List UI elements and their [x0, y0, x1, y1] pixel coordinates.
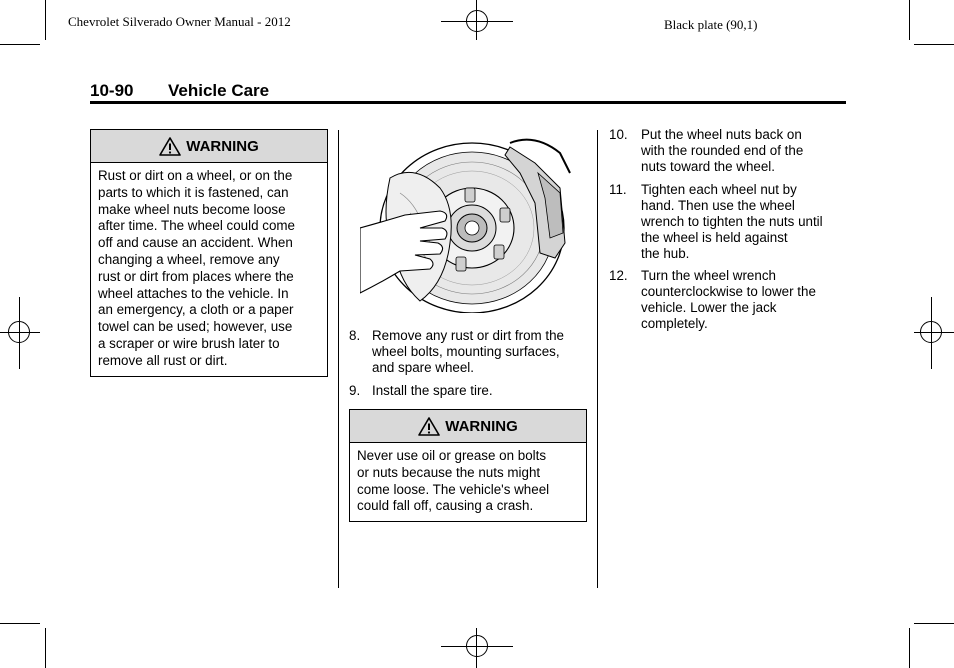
step-12	[609, 268, 849, 334]
warning-text	[350, 443, 586, 521]
warning-line: an emergency, a cloth or a paper	[98, 302, 294, 318]
warning-line: make wheel nuts become loose	[98, 201, 286, 217]
step-line: Tighten each wheel nut by	[641, 182, 797, 197]
warning-line: off and cause an accident. When	[98, 235, 293, 251]
step-text	[372, 383, 493, 399]
step-line: the wheel is held against	[641, 230, 788, 245]
column-divider	[597, 130, 598, 588]
warning-line: a scraper or wire brush later to	[98, 335, 280, 351]
warning-box-rust	[90, 129, 328, 377]
step-line: Turn the wheel wrench	[641, 268, 776, 283]
step-number: 12.	[609, 268, 628, 283]
step-line: the hub.	[641, 246, 690, 261]
warning-line: rust or dirt from places where the	[98, 268, 294, 284]
step-number: 11.	[609, 182, 627, 197]
plate-label: Black plate (90,1)	[664, 17, 758, 32]
warning-label: WARNING	[186, 137, 259, 155]
warning-line: Rust or dirt on a wheel, or on the	[98, 168, 293, 183]
crop-mark	[45, 628, 46, 668]
warning-triangle-icon	[418, 417, 440, 436]
step-9	[349, 383, 589, 401]
step-line: counterclockwise to lower the	[641, 284, 816, 299]
warning-box-grease	[349, 409, 587, 522]
step-line: Put the wheel nuts back on	[641, 127, 802, 142]
warning-line: towel can be used; however, use	[98, 319, 293, 335]
warning-line: could fall off, causing a crash.	[357, 498, 534, 514]
crop-mark	[909, 0, 910, 40]
warning-line: remove all rust or dirt.	[98, 352, 228, 368]
step-text	[641, 182, 823, 262]
crop-mark	[909, 628, 910, 668]
warning-line: after time. The wheel could come	[98, 218, 295, 234]
step-line: and spare wheel.	[372, 360, 474, 375]
section-heading	[90, 81, 269, 101]
step-11	[609, 182, 849, 264]
step-line: Remove any rust or dirt from the	[372, 328, 565, 343]
step-line: vehicle. Lower the jack	[641, 300, 777, 315]
step-line: with the rounded end of the	[641, 143, 804, 158]
warning-header	[350, 410, 586, 443]
manual-title: Chevrolet Silverado Owner Manual - 2012	[68, 14, 291, 29]
step-number: 9.	[349, 383, 361, 398]
crop-mark	[914, 44, 954, 45]
warning-text	[91, 163, 327, 376]
step-line: completely.	[641, 316, 708, 331]
section-rule	[90, 101, 846, 104]
step-number: 10.	[609, 127, 628, 142]
warning-line: come loose. The vehicle's wheel	[357, 481, 550, 497]
step-line: wheel bolts, mounting surfaces,	[372, 344, 560, 359]
step-text	[641, 268, 816, 332]
warning-line: parts to which it is fastened, can	[98, 184, 289, 200]
warning-triangle-icon	[159, 137, 181, 156]
crop-mark	[914, 623, 954, 624]
step-line: nuts toward the wheel.	[641, 159, 775, 174]
column-divider	[338, 130, 339, 588]
section-title: Vehicle Care	[168, 81, 270, 100]
warning-label: WARNING	[445, 417, 518, 435]
step-8	[349, 328, 589, 378]
crop-mark	[0, 44, 40, 45]
step-10	[609, 127, 849, 177]
warning-header	[91, 130, 327, 163]
crop-mark	[45, 0, 46, 40]
step-line: hand. Then use the wheel	[641, 198, 795, 213]
step-line: Install the spare tire.	[372, 383, 493, 398]
step-text	[641, 127, 803, 175]
wheel-hub-illustration	[360, 133, 582, 313]
warning-line: changing a wheel, remove any	[98, 251, 280, 267]
warning-line: or nuts because the nuts might	[357, 464, 541, 480]
crop-mark	[0, 623, 40, 624]
page-number: 10-90	[90, 81, 134, 100]
warning-line: wheel attaches to the vehicle. In	[98, 285, 289, 301]
step-line: wrench to tighten the nuts until	[641, 214, 823, 229]
step-text	[372, 328, 564, 376]
warning-line: Never use oil or grease on bolts	[357, 448, 547, 463]
step-number: 8.	[349, 328, 361, 343]
